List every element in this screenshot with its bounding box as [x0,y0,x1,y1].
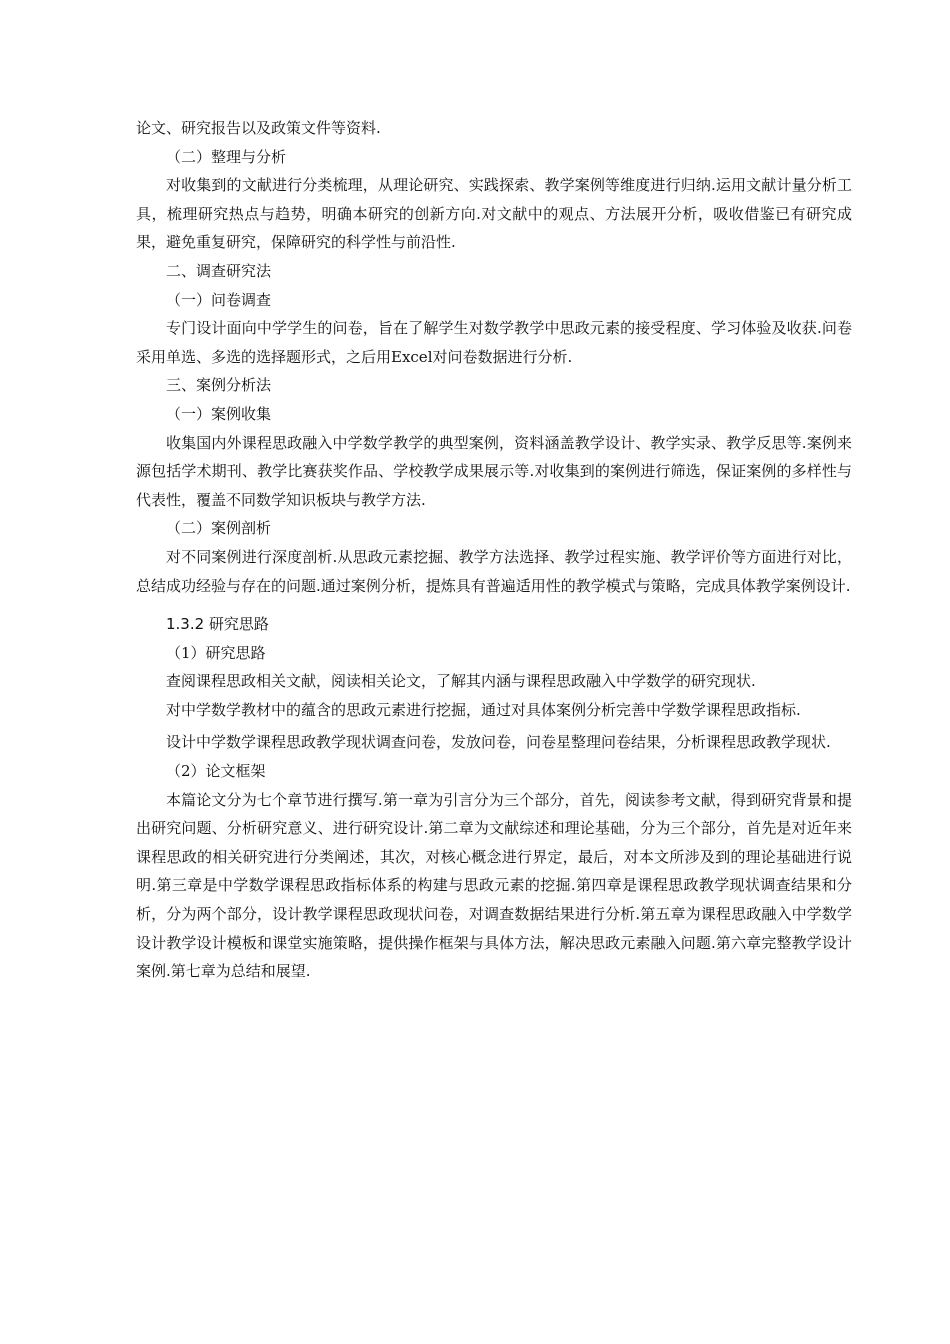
heading-research-ideas: （1）研究思路 [166,643,266,662]
paragraph-ideas-1: 查阅课程思政相关文献，阅读相关论文，了解其内涵与课程思政融入中学数学的研究现状. [166,672,756,691]
paragraph-continued: 论文、研究报告以及政策文件等资料. [136,119,381,137]
heading-case-analysis: （二）案例剖析 [166,519,272,538]
heading-questionnaire: （一）问卷调查 [166,290,272,309]
paragraph-sort-analysis: 对收集到的文献进行分类梳理，从理论研究、实践探索、教学案例等维度进行归纳.运用文献计量分析工具，梳理研究热点与趋势，明确本研究的创新方向.对文献中的观点、方法展开分析，吸收借鉴已有研究成果，避免重复研究，保障研究的科学性与前沿性. [136,176,852,252]
paragraph-questionnaire: 专门设计面向中学学生的问卷，旨在了解学生对数学教学中思政元素的接受程度、学习体验及收获.问卷采用单选、多选的选择题形式，之后用Excel对问卷数据进行分析. [136,319,852,366]
paragraph-case-collect: 收集国内外课程思政融入中学数学教学的典型案例，资料涵盖教学设计、教学实录、教学反思等.案例来源包括学术期刊、教学比赛获奖作品、学校教学成果展示等.对收集到的案例进行筛选，保证案例的多样性与代表性，覆盖不同数学知识板块与教学方法. [136,433,852,509]
heading-case-method: 三、案例分析法 [166,376,272,395]
paragraph-framework: 本篇论文分为七个章节进行撰写.第一章为引言分为三个部分，首先，阅读参考文献，得到研究背景和提出研究问题、分析研究意义、进行研究设计.第二章为文献综述和理论基础，分为三个部分，首先是对近年来课程思政的相关研究进行分类阐述，其次，对核心概念进行界定，最后，对本文所涉及到的理论基础进行说明.第三章是中学数学课程思政指标体系的构建与思政元素的挖掘.第四章是课程思政教学现状调查结果和分析，分为两个部分，设计教学课程思政现状问卷，对调查数据结果进行分析.第五章为课程思政融入中学数学设计教学设计模板和课堂实施策略，提供操作框架与具体方法，解决思政元素融入问题.第六章完整教学设计案例.第七章为总结和展望. [136,790,852,981]
heading-sort-analysis: （二）整理与分析 [166,147,287,166]
heading-framework: （2）论文框架 [166,762,266,781]
section-title-1-3-2: 1.3.2 研究思路 [166,615,269,634]
paragraph-ideas-2: 对中学数学教材中的蕴含的思政元素进行挖掘，通过对具体案例分析完善中学数学课程思政指标. [166,700,801,719]
heading-survey-method: 二、调查研究法 [166,261,272,280]
paragraph-ideas-3: 设计中学数学课程思政教学现状调查问卷，发放问卷，问卷星整理问卷结果，分析课程思政教学现状. [166,733,831,752]
paragraph-case-analysis: 对不同案例进行深度剖析.从思政元素挖掘、教学方法选择、教学过程实施、教学评价等方面进行对比，总结成功经验与存在的问题.通过案例分析，提炼具有普遍适用性的教学模式与策略，完成具体教学案例设计. [136,547,852,595]
heading-case-collect: （一）案例收集 [166,404,272,423]
document-page [136,114,852,986]
